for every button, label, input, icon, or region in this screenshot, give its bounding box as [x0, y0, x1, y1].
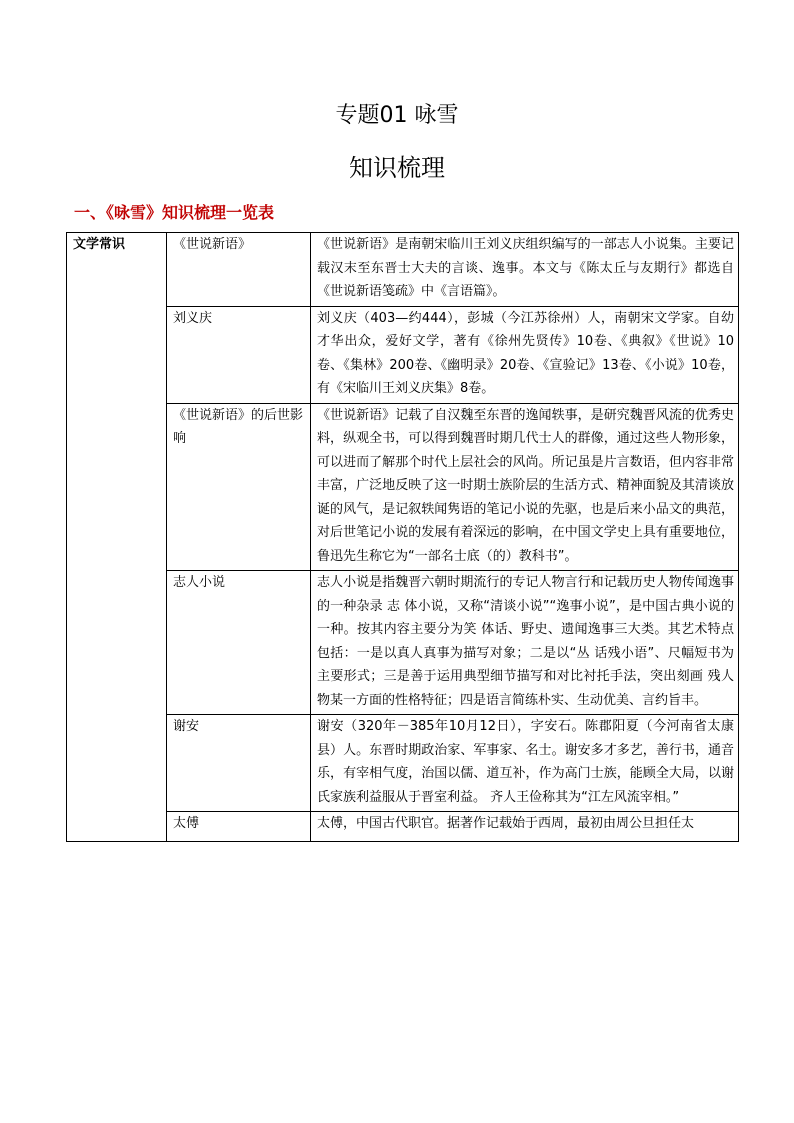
term-cell: 《世说新语》的后世影响 [167, 403, 311, 571]
table-row [67, 571, 739, 715]
table-row [67, 306, 739, 403]
term-cell: 刘义庆 [167, 306, 311, 403]
page-title: 专题01 咏雪 [335, 103, 459, 128]
description-cell: 志人小说是指魏晋六朝时期流行的专记人物言行和记载历史人物传闻逸事的一种杂录 志 体小说，又称“清谈小说”“逸事小说”，是中国古典小说的一种。按其内容主要分为笑 体话、野史、遗闻逸事三大类。其艺术特点包括：一是以真人真事为描写对象；二是以“丛 话残小语”、尺幅短书为主要形式；三是善于运用典型细节描写和对比衬托手法，突出刻画 残人物某一方面的性格特征；四是语言简练朴实、生动优美、言约旨丰。 [311, 571, 739, 715]
page-subtitle: 知识梳理 [349, 154, 445, 182]
category-cell: 文学常识 [67, 233, 167, 842]
description-cell: 刘义庆（403—约444），彭城（今江苏徐州）人，南朝宋文学家。自幼才华出众，爱好文学，著有《徐州先贤传》10卷、《典叙》《世说》10卷、《集林》200卷、《幽明录》20卷、《宣验记》13卷、《小说》10卷， 有《宋临川王刘义庆集》8卷。 [311, 306, 739, 403]
term-cell: 太傅 [167, 812, 311, 842]
term-cell: 谢安 [167, 715, 311, 812]
description-cell: 太傅，中国古代职官。据著作记载始于西周，最初由周公旦担任太 [311, 812, 739, 842]
term-cell: 志人小说 [167, 571, 311, 715]
term-cell: 《世说新语》 [167, 233, 311, 307]
table-row [67, 812, 739, 842]
knowledge-table [66, 232, 739, 842]
description-cell: 谢安（320年－385年10月12日），字安石。陈郡阳夏（今河南省太康县）人。东晋时期政治家、军事家、名士。谢安多才多艺，善行书，通音乐，有宰相气度，治国以儒、道互补，作为高门士族，能顾全大局，以谢氏家族利益服从于晋室利益。 齐人王俭称其为“江左风流宰相。” [311, 715, 739, 812]
description-cell: 《世说新语》记载了自汉魏至东晋的逸闻轶事，是研究魏晋风流的优秀史料，纵观全书，可以得到魏晋时期几代士人的群像，通过这些人物形象，可以进而了解那个时代上层社会的风尚。所记虽是片言数语，但内容非常丰富，广泛地反映了这一时期士族阶层的生活方式、精神面貌及其清谈放诞的风气，是记叙轶闻隽语的笔记小说的先驱，也是后来小品文的典范，对后世笔记小说的发展有着深远的影响，在中国文学史上具有重要地位，鲁迅先生称它为“一部名士底（的）教科书”。 [311, 403, 739, 571]
section-heading: 一、《咏雪》知识梳理一览表 [74, 203, 275, 222]
table-row [67, 715, 739, 812]
description-cell: 《世说新语》是南朝宋临川王刘义庆组织编写的一部志人小说集。主要记载汉末至东晋士大夫的言谈、逸事。本文与《陈太丘与友期行》都选自《世说新语笺疏》中《言语篇》。 [311, 233, 739, 307]
table-row [67, 233, 739, 307]
table-row [67, 403, 739, 571]
